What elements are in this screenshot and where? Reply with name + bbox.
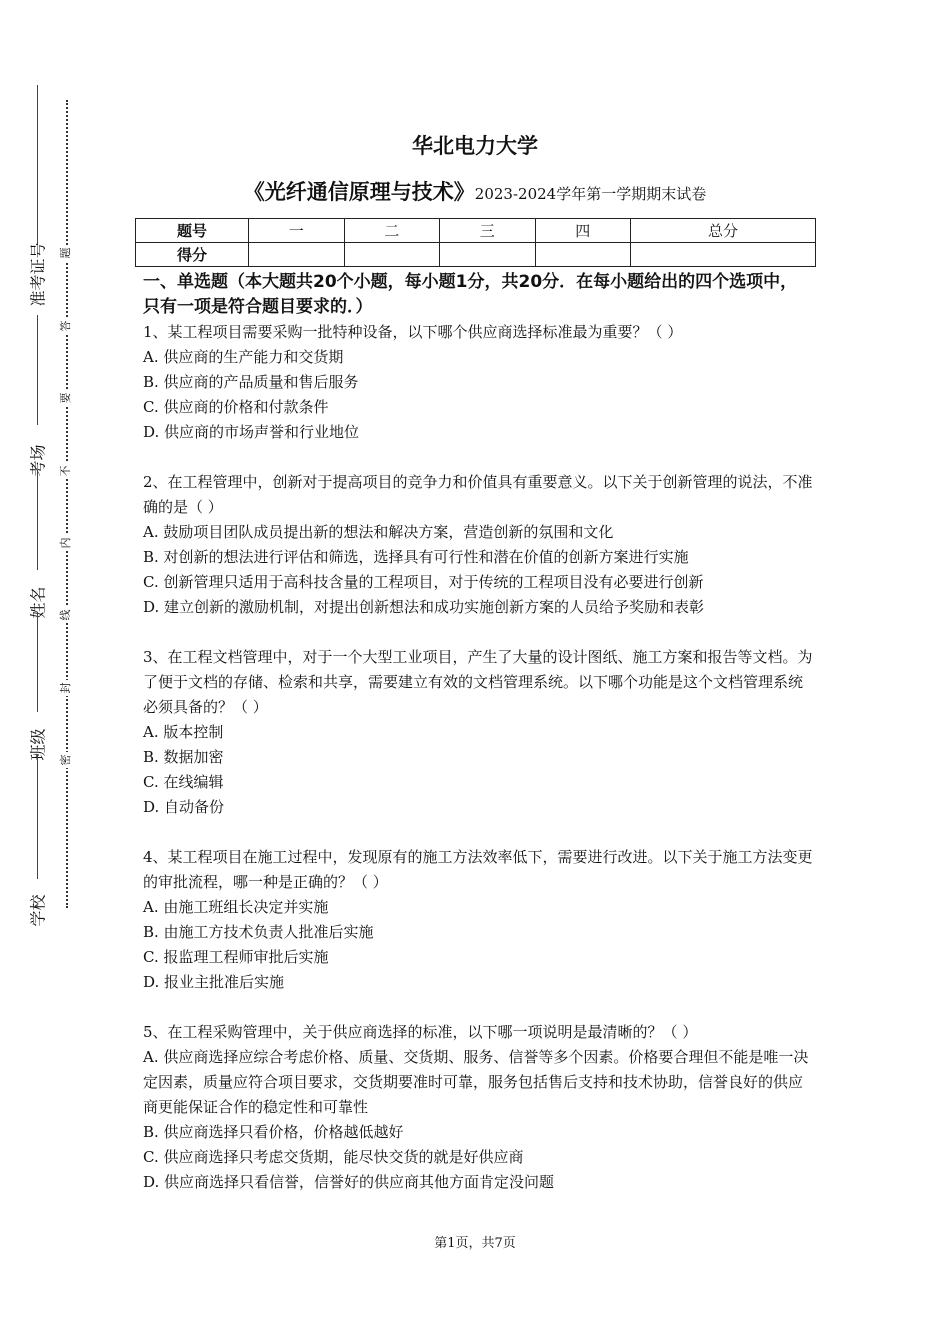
binding-line: [37, 754, 38, 879]
option: A. 供应商的生产能力和交货期: [143, 348, 344, 366]
option: C. 供应商的价格和付款条件: [143, 398, 329, 416]
binding-line: [37, 85, 38, 245]
binding-line: [37, 315, 38, 425]
question-3: [143, 645, 813, 820]
seal-char: 要: [58, 390, 74, 406]
option: B. 由施工方技术负责人批准后实施: [143, 923, 374, 941]
question-stem: 3、在工程文档管理中，对于一个大型工业项目，产生了大量的设计图纸、施工方案和报告等文档。为了便于文档的存储、检索和共享，需要建立有效的文档管理系统。以下哪个功能是这个文档管理系统必须具备的？（ ）: [143, 648, 813, 716]
option: C. 报监理工程师审批后实施: [143, 948, 329, 966]
option: A. 鼓励项目团队成员提出新的想法和解决方案，营造创新的氛围和文化: [143, 523, 614, 541]
question-stem: 4、某工程项目在施工过程中，发现原有的施工方法效率低下，需要进行改进。以下关于施工方法变更的审批流程，哪一种是正确的？（ ）: [143, 848, 813, 891]
binding-line: [37, 612, 38, 712]
question-4: [143, 845, 813, 995]
score-cell: [631, 243, 816, 267]
label-name: 姓名: [28, 586, 48, 619]
university-title: 华北电力大学: [412, 134, 538, 158]
seal-char: 线: [58, 607, 74, 623]
option: D. 供应商的市场声誉和行业地位: [143, 423, 360, 441]
seal-char: 封: [58, 680, 74, 696]
section-heading: 一、单选题（本大题共20个小题，每小题1分，共20分．在每小题给出的四个选项中，只有一项是符合题目要求的．）: [143, 272, 798, 317]
question-stem: 1、某工程项目需要采购一批特种设备，以下哪个供应商选择标准最为重要？（ ）: [143, 323, 683, 341]
seal-char: 不: [58, 463, 74, 479]
option: A. 版本控制: [143, 723, 224, 741]
score-table-score-row: [136, 243, 816, 267]
seal-char: 内: [58, 535, 74, 551]
option: D. 建立创新的激励机制，对提出创新想法和成功实施创新方案的人员给予奖励和表彰: [143, 598, 705, 616]
option: D. 自动备份: [143, 798, 225, 816]
seal-char: 题: [58, 245, 74, 261]
score-cell: [249, 243, 345, 267]
question-stem: 5、在工程采购管理中，关于供应商选择的标准，以下哪一项说明是最清晰的？（ ）: [143, 1023, 698, 1041]
score-cell: 得分: [136, 243, 249, 267]
score-cell: 总分: [631, 219, 816, 243]
seal-dotted-line: [66, 100, 68, 908]
score-cell: 三: [440, 219, 536, 243]
score-cell: [440, 243, 536, 267]
option: A. 供应商选择应综合考虑价格、质量、交货期、服务、信誉等多个因素。价格要合理但不能是唯一决定因素，质量应符合项目要求，交货期要准时可靠，服务包括售后支持和技术协助，信誉良好的供应商更能保证合作的稳定性和可靠性: [143, 1048, 809, 1116]
score-cell: [344, 243, 440, 267]
label-exam-room: 考场: [28, 444, 48, 477]
question-stem: 2、在工程管理中，创新对于提高项目的竞争力和价值具有重要意义。以下关于创新管理的说法，不准确的是（ ）: [143, 473, 813, 516]
score-cell: 二: [344, 219, 440, 243]
page-footer: 第1页，共7页: [434, 1236, 516, 1251]
score-table-header-row: [136, 219, 816, 243]
question-2: [143, 470, 813, 620]
option: D. 报业主批准后实施: [143, 973, 285, 991]
seal-char: 答: [58, 318, 74, 334]
course-title: 《光纤通信原理与技术》: [243, 180, 475, 204]
option: B. 对创新的想法进行评估和筛选，选择具有可行性和潜在价值的创新方案进行实施: [143, 548, 689, 566]
question-1: [143, 320, 813, 445]
score-cell: 四: [535, 219, 631, 243]
option: C. 在线编辑: [143, 773, 224, 791]
option: D. 供应商选择只看信誉，信誉好的供应商其他方面肯定没问题: [143, 1173, 555, 1191]
score-cell: 题号: [136, 219, 249, 243]
label-school: 学校: [28, 894, 48, 927]
label-class: 班级: [28, 728, 48, 761]
exam-content: [143, 270, 813, 1220]
option: B. 数据加密: [143, 748, 224, 766]
score-cell: 一: [249, 219, 345, 243]
score-table: [135, 218, 816, 267]
option: B. 供应商选择只看价格，价格越低越好: [143, 1123, 404, 1141]
option: C. 供应商选择只考虑交货期，能尽快交货的就是好供应商: [143, 1148, 524, 1166]
option: C. 创新管理只适用于高科技含量的工程项目，对于传统的工程项目没有必要进行创新: [143, 573, 704, 591]
label-exam-number: 准考证号: [28, 242, 48, 307]
question-5: [143, 1020, 813, 1195]
score-cell: [535, 243, 631, 267]
term-title: 2023-2024学年第一学期期末试卷: [474, 185, 707, 203]
exam-title: [0, 176, 950, 206]
option: A. 由施工班组长决定并实施: [143, 898, 329, 916]
option: B. 供应商的产品质量和售后服务: [143, 373, 359, 391]
binding-line: [37, 470, 38, 570]
seal-char: 密: [58, 752, 74, 768]
